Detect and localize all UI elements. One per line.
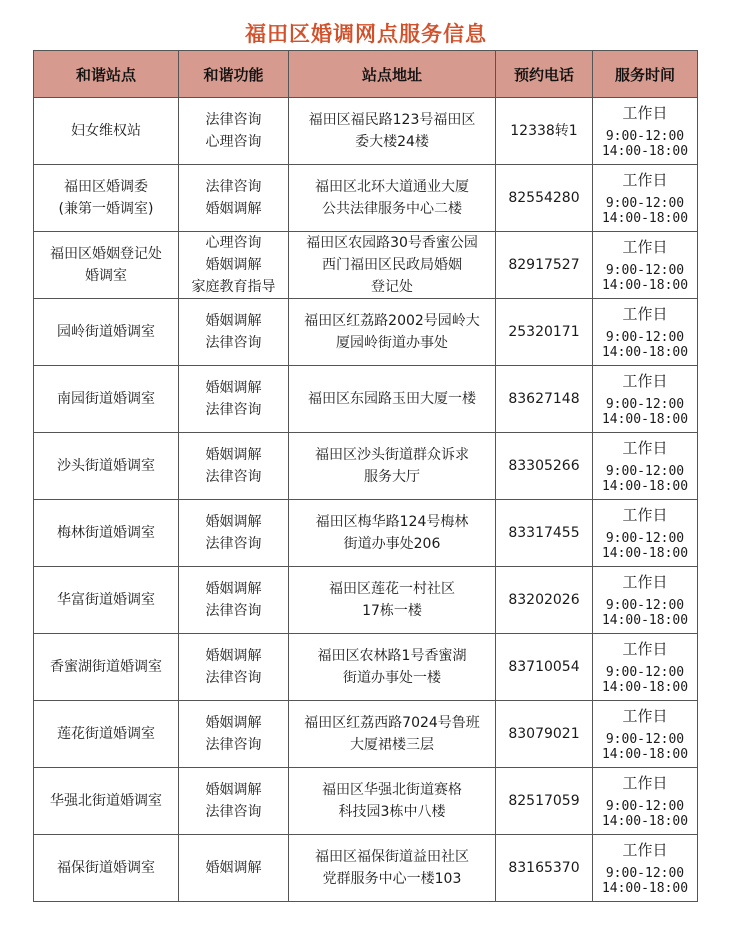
hours-afternoon: 14:00-18:00 xyxy=(601,412,689,427)
address-cell xyxy=(289,567,496,634)
station-function: 婚姻调解 法律咨询 xyxy=(205,380,262,418)
address-cell xyxy=(289,500,496,567)
hours-cell xyxy=(593,835,698,902)
hours-title: 工作日 xyxy=(622,573,668,591)
hours-cell xyxy=(593,500,698,567)
hours-cell xyxy=(593,567,698,634)
phone-cell xyxy=(496,701,593,768)
station-name-cell xyxy=(34,98,179,165)
station-name-cell xyxy=(34,500,179,567)
hours-title: 工作日 xyxy=(622,640,668,658)
station-address: 福田区福保街道益田社区 党群服务中心一楼103 xyxy=(315,849,469,887)
function-cell xyxy=(179,433,289,500)
hours-afternoon: 14:00-18:00 xyxy=(601,278,689,293)
station-phone: 82917527 xyxy=(508,257,580,273)
hours-morning: 9:00-12:00 xyxy=(605,732,685,747)
phone-cell xyxy=(496,500,593,567)
phone-cell xyxy=(496,165,593,232)
table-row xyxy=(34,299,698,366)
station-name-cell xyxy=(34,701,179,768)
station-phone: 83165370 xyxy=(508,860,580,876)
table-row xyxy=(34,98,698,165)
station-name: 福田区婚姻登记处 婚调室 xyxy=(50,246,162,284)
phone-cell xyxy=(496,433,593,500)
function-cell xyxy=(179,768,289,835)
station-address: 福田区红荔路2002号园岭大 厦园岭街道办事处 xyxy=(304,313,480,351)
station-function: 法律咨询 婚姻调解 xyxy=(205,179,262,217)
table-row xyxy=(34,701,698,768)
hours-title: 工作日 xyxy=(622,104,668,122)
station-function: 婚姻调解 法律咨询 xyxy=(205,581,262,619)
station-address: 福田区东园路玉田大厦一楼 xyxy=(308,391,476,407)
hours-afternoon: 14:00-18:00 xyxy=(601,814,689,829)
station-name-cell xyxy=(34,768,179,835)
header-hours: 服务时间 xyxy=(593,51,698,98)
station-address: 福田区北环大道通业大厦 公共法律服务中心二楼 xyxy=(315,179,469,217)
header-function: 和谐功能 xyxy=(179,51,289,98)
station-phone: 82517059 xyxy=(508,793,580,809)
station-address: 福田区莲花一村社区 17栋一楼 xyxy=(329,581,455,619)
address-cell xyxy=(289,366,496,433)
station-name-cell xyxy=(34,299,179,366)
station-phone: 82554280 xyxy=(508,190,580,206)
phone-cell xyxy=(496,232,593,299)
function-cell xyxy=(179,232,289,299)
hours-title: 工作日 xyxy=(622,372,668,390)
station-name-cell xyxy=(34,232,179,299)
station-name: 福田区婚调委 (兼第一婚调室) xyxy=(58,179,154,217)
table-row xyxy=(34,165,698,232)
function-cell xyxy=(179,835,289,902)
hours-title: 工作日 xyxy=(622,238,668,256)
phone-cell xyxy=(496,366,593,433)
address-cell xyxy=(289,98,496,165)
station-phone: 83627148 xyxy=(508,391,580,407)
station-name: 福保街道婚调室 xyxy=(57,860,155,876)
address-cell xyxy=(289,701,496,768)
header-address: 站点地址 xyxy=(289,51,496,98)
station-phone: 83079021 xyxy=(508,726,580,742)
hours-morning: 9:00-12:00 xyxy=(605,397,685,412)
hours-morning: 9:00-12:00 xyxy=(605,129,685,144)
hours-morning: 9:00-12:00 xyxy=(605,799,685,814)
phone-cell xyxy=(496,567,593,634)
function-cell xyxy=(179,634,289,701)
table-row xyxy=(34,500,698,567)
station-address: 福田区福民路123号福田区 委大楼24楼 xyxy=(308,112,476,150)
address-cell xyxy=(289,768,496,835)
station-name: 梅林街道婚调室 xyxy=(57,525,155,541)
hours-morning: 9:00-12:00 xyxy=(605,330,685,345)
station-name-cell xyxy=(34,634,179,701)
hours-cell xyxy=(593,366,698,433)
station-function: 婚姻调解 xyxy=(205,860,262,876)
hours-afternoon: 14:00-18:00 xyxy=(601,345,689,360)
station-function: 婚姻调解 法律咨询 xyxy=(205,782,262,820)
hours-cell xyxy=(593,634,698,701)
table-row xyxy=(34,232,698,299)
address-cell xyxy=(289,232,496,299)
function-cell xyxy=(179,98,289,165)
phone-cell xyxy=(496,98,593,165)
hours-title: 工作日 xyxy=(622,707,668,725)
table-row xyxy=(34,634,698,701)
function-cell xyxy=(179,500,289,567)
station-name-cell xyxy=(34,366,179,433)
station-name-cell xyxy=(34,165,179,232)
table-body xyxy=(34,98,698,902)
station-name: 莲花街道婚调室 xyxy=(57,726,155,742)
phone-cell xyxy=(496,768,593,835)
station-name: 沙头街道婚调室 xyxy=(57,458,155,474)
hours-morning: 9:00-12:00 xyxy=(605,196,685,211)
header-station: 和谐站点 xyxy=(34,51,179,98)
page-title: 福田区婚调网点服务信息 xyxy=(245,22,487,46)
station-function: 婚姻调解 法律咨询 xyxy=(205,447,262,485)
station-function: 婚姻调解 法律咨询 xyxy=(205,715,262,753)
hours-cell xyxy=(593,701,698,768)
phone-cell xyxy=(496,835,593,902)
station-name: 南园街道婚调室 xyxy=(57,391,155,407)
service-table xyxy=(33,50,698,902)
hours-morning: 9:00-12:00 xyxy=(605,263,685,278)
table-row xyxy=(34,835,698,902)
table-row xyxy=(34,768,698,835)
station-address: 福田区华强北街道赛格 科技园3栋中八楼 xyxy=(322,782,462,820)
function-cell xyxy=(179,299,289,366)
hours-cell xyxy=(593,433,698,500)
station-name: 妇女维权站 xyxy=(71,123,141,139)
station-phone: 83317455 xyxy=(508,525,580,541)
station-name-cell xyxy=(34,433,179,500)
table-row xyxy=(34,366,698,433)
hours-morning: 9:00-12:00 xyxy=(605,665,685,680)
address-cell xyxy=(289,835,496,902)
hours-cell xyxy=(593,165,698,232)
phone-cell xyxy=(496,299,593,366)
table-header-row xyxy=(34,51,698,98)
function-cell xyxy=(179,366,289,433)
station-name: 华富街道婚调室 xyxy=(57,592,155,608)
hours-afternoon: 14:00-18:00 xyxy=(601,211,689,226)
station-phone: 83305266 xyxy=(508,458,580,474)
address-cell xyxy=(289,634,496,701)
hours-afternoon: 14:00-18:00 xyxy=(601,680,689,695)
hours-cell xyxy=(593,768,698,835)
phone-cell xyxy=(496,634,593,701)
address-cell xyxy=(289,165,496,232)
station-name: 香蜜湖街道婚调室 xyxy=(50,659,162,675)
hours-title: 工作日 xyxy=(622,305,668,323)
station-address: 福田区农园路30号香蜜公园 西门福田区民政局婚姻 登记处 xyxy=(306,235,478,295)
hours-afternoon: 14:00-18:00 xyxy=(601,546,689,561)
address-cell xyxy=(289,299,496,366)
hours-afternoon: 14:00-18:00 xyxy=(601,144,689,159)
function-cell xyxy=(179,701,289,768)
address-cell xyxy=(289,433,496,500)
hours-afternoon: 14:00-18:00 xyxy=(601,613,689,628)
station-function: 婚姻调解 法律咨询 xyxy=(205,313,262,351)
hours-morning: 9:00-12:00 xyxy=(605,598,685,613)
station-address: 福田区红荔西路7024号鲁班 大厦裙楼三层 xyxy=(304,715,480,753)
station-phone: 25320171 xyxy=(508,324,580,340)
table-row xyxy=(34,567,698,634)
station-address: 福田区沙头街道群众诉求 服务大厅 xyxy=(315,447,469,485)
hours-title: 工作日 xyxy=(622,171,668,189)
hours-morning: 9:00-12:00 xyxy=(605,531,685,546)
hours-cell xyxy=(593,299,698,366)
station-function: 婚姻调解 法律咨询 xyxy=(205,514,262,552)
table-row xyxy=(34,433,698,500)
hours-morning: 9:00-12:00 xyxy=(605,866,685,881)
hours-afternoon: 14:00-18:00 xyxy=(601,479,689,494)
function-cell xyxy=(179,165,289,232)
hours-title: 工作日 xyxy=(622,439,668,457)
hours-title: 工作日 xyxy=(622,506,668,524)
station-name: 园岭街道婚调室 xyxy=(57,324,155,340)
station-name-cell xyxy=(34,835,179,902)
hours-cell xyxy=(593,98,698,165)
hours-title: 工作日 xyxy=(622,774,668,792)
station-address: 福田区农林路1号香蜜湖 街道办事处一楼 xyxy=(317,648,467,686)
station-phone: 83202026 xyxy=(508,592,580,608)
station-function: 法律咨询 心理咨询 xyxy=(205,112,262,150)
station-phone: 12338转1 xyxy=(510,123,578,139)
hours-afternoon: 14:00-18:00 xyxy=(601,881,689,896)
station-address: 福田区梅华路124号梅林 街道办事处206 xyxy=(315,514,469,552)
hours-cell xyxy=(593,232,698,299)
hours-morning: 9:00-12:00 xyxy=(605,464,685,479)
station-function: 婚姻调解 法律咨询 xyxy=(205,648,262,686)
station-name: 华强北街道婚调室 xyxy=(50,793,162,809)
hours-afternoon: 14:00-18:00 xyxy=(601,747,689,762)
function-cell xyxy=(179,567,289,634)
station-phone: 83710054 xyxy=(508,659,580,675)
header-phone: 预约电话 xyxy=(496,51,593,98)
hours-title: 工作日 xyxy=(622,841,668,859)
station-function: 心理咨询 婚姻调解 家庭教育指导 xyxy=(191,235,276,295)
station-name-cell xyxy=(34,567,179,634)
